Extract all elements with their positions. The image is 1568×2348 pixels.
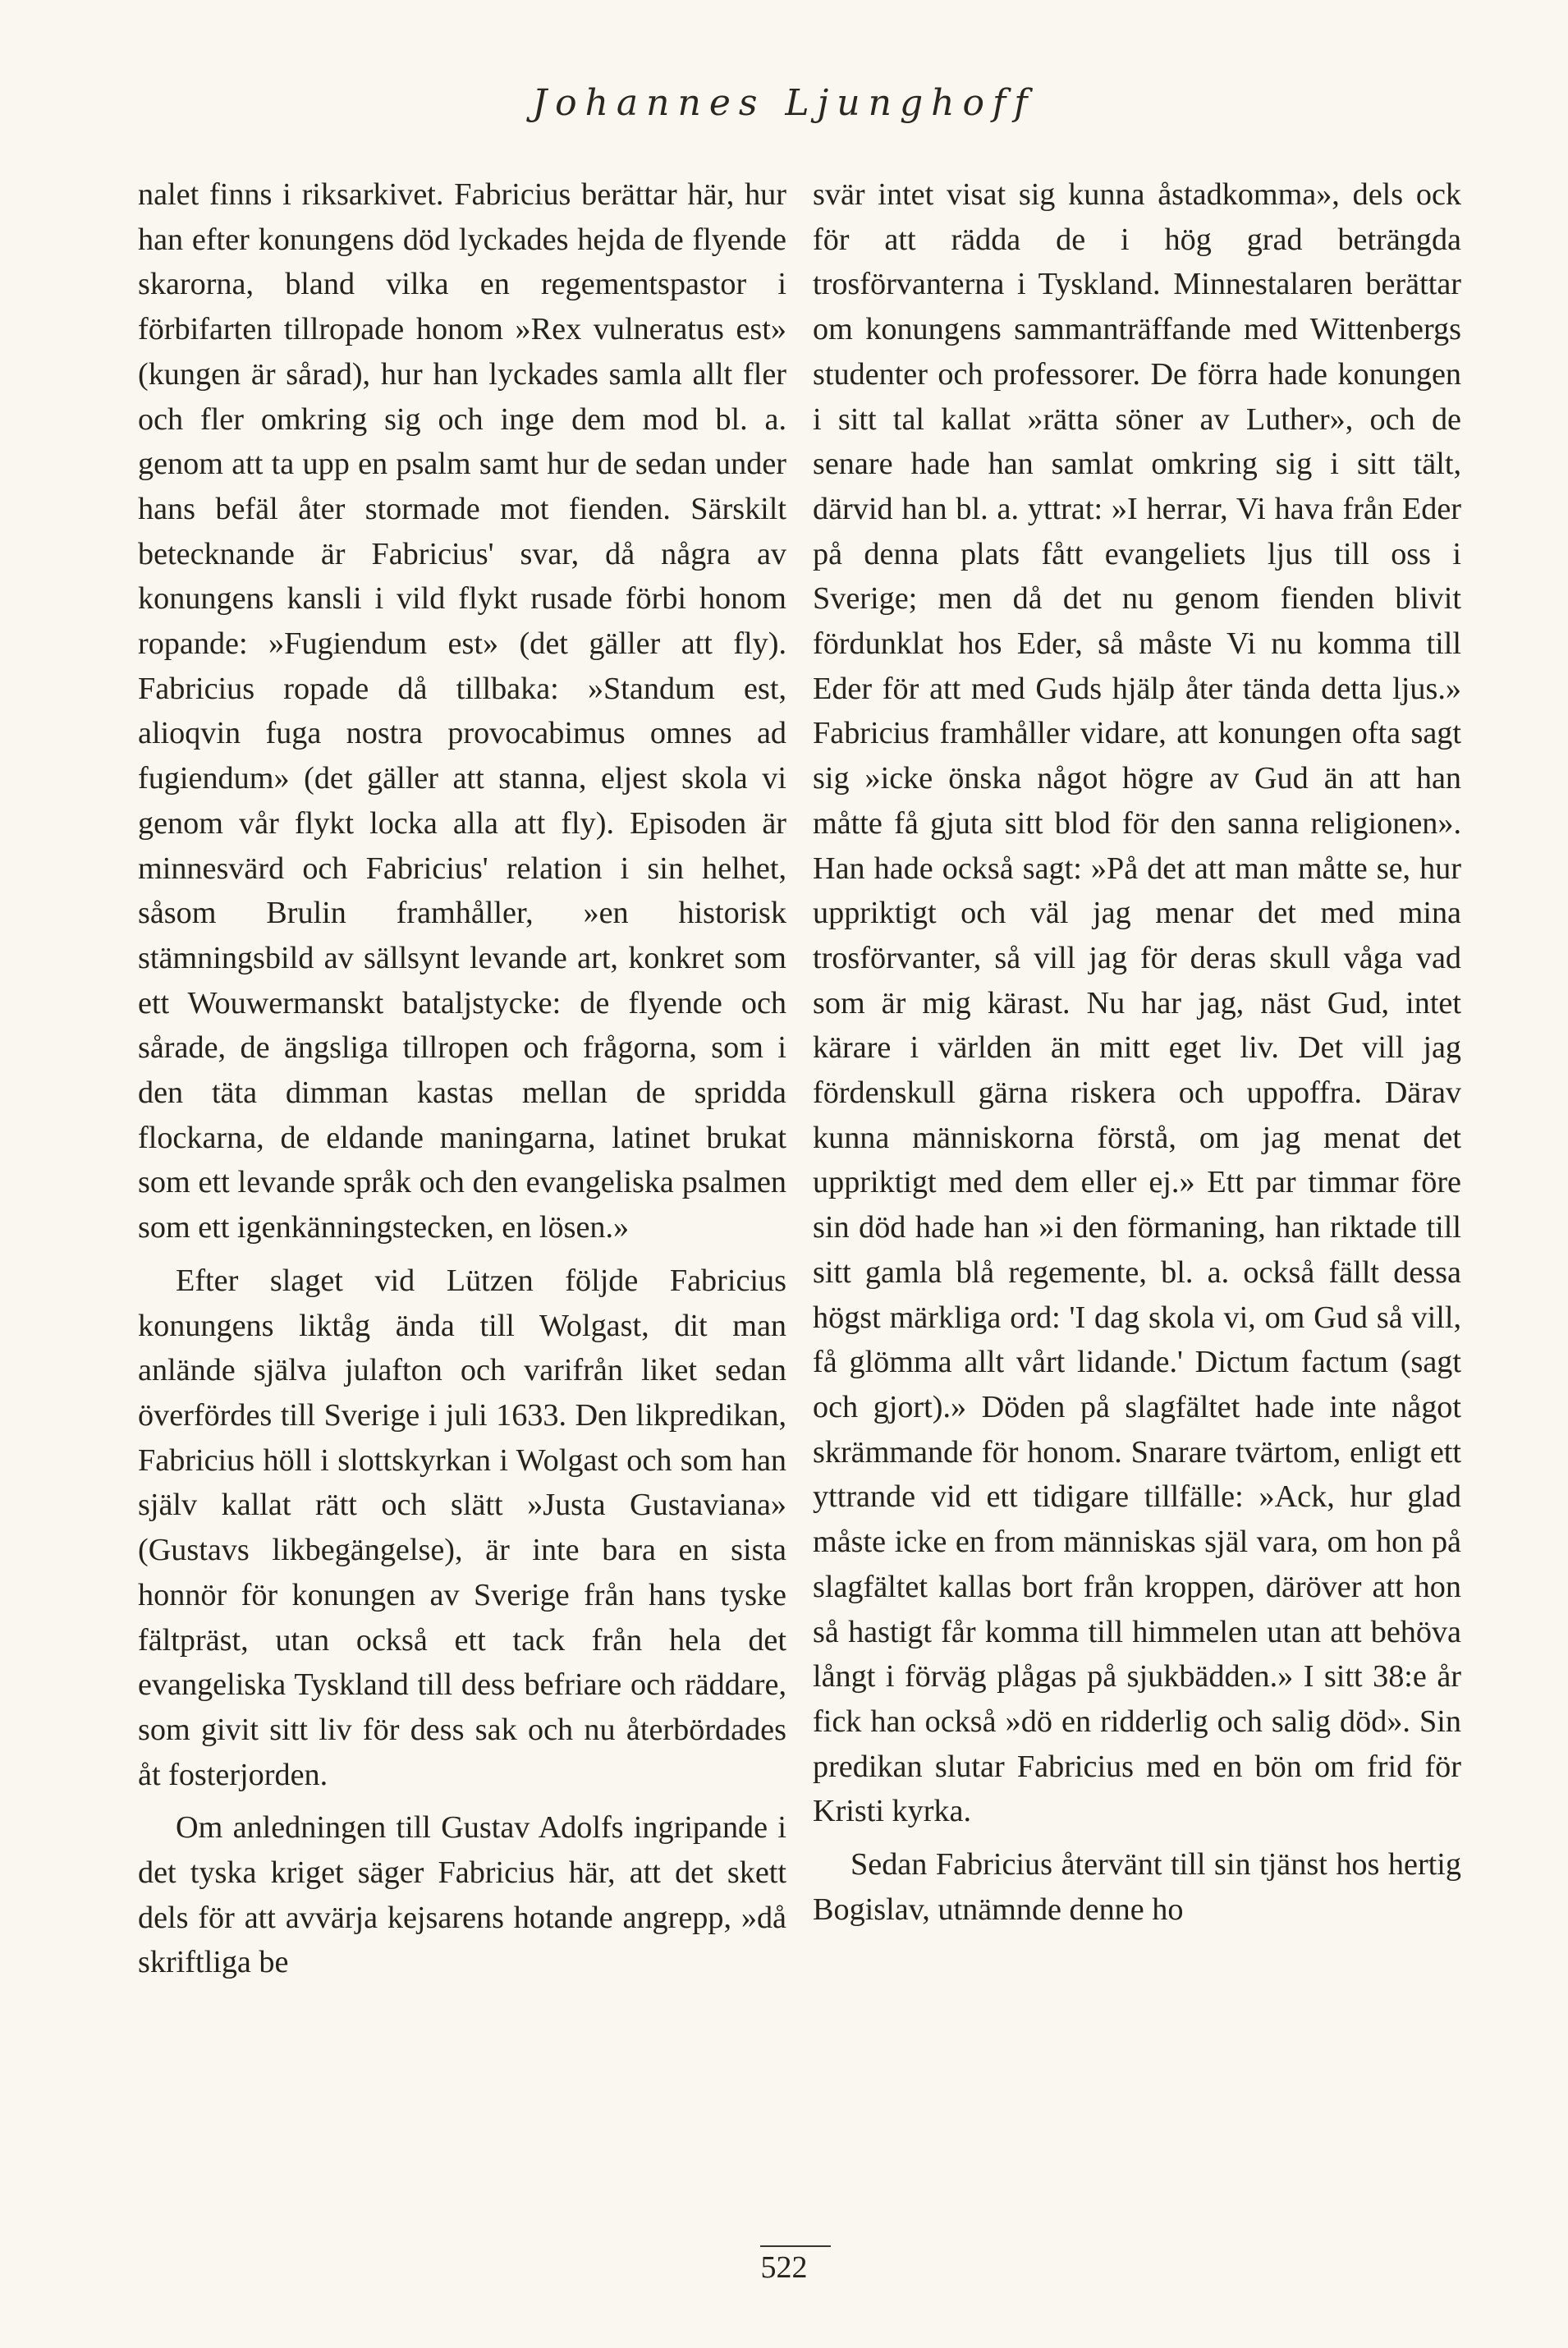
paragraph: nalet finns i riksarkivet. Fabricius berättar här, hur han efter konungens död lyckades hejda de flyende skarorna, bland vilka en regementspastor i förbifarten tillropade honom »Rex vulneratus est» (kungen är sårad), hur han lyckades samla allt fler och fler omkring sig och inge dem mod bl. a. genom att ta upp en psalm samt hur de sedan under hans befäl åter stormade mot fienden. Särskilt betecknande är Fabricius' svar, då några av konungens kansli i vild flykt rusade förbi honom ropande: »Fugiendum est» (det gäller att fly). Fabricius ropade då tillbaka: »Standum est, alioqvin fuga nostra provocabimus omnes ad fugiendum» (det gäller att stanna, eljest skola vi genom vår flykt locka alla att fly). Episoden är minnesvärd och Fabricius' relation i sin helhet, såsom Brulin framhåller, »en historisk stämningsbild av sällsynt levande art, konkret som ett Wouwermanskt bataljstycke: de flyende och sårade, de ängsliga tillropen och frågorna, som i den täta dimman kastas mellan de spridda flockarna, de eldande maningarna, latinet brukat som ett levande språk och den evangeliska psalmen som ett igenkänningstecken, en lösen.» [138,177,786,1245]
paragraph: svär intet visat sig kunna åstadkomma», dels ock för att rädda de i hög grad beträngda trosförvanterna i Tyskland. Minnestalaren berättar om konungens sammanträffande med Wittenbergs studenter och professorer. De förra hade konungen i sitt tal kallat »rätta söner av Luther», och de senare hade han samlat omkring sig i sitt tält, därvid han bl. a. yttrat: »I herrar, Vi hava från Eder på denna plats fått evangeliets ljus till oss i Sverige; men då det nu genom fienden blivit fördunklat hos Eder, så måste Vi nu komma till Eder för att med Guds hjälp åter tända detta ljus.» Fabricius framhåller vidare, att konungen ofta sagt sig »icke önska något högre av Gud än att han måtte få gjuta sitt blod för den sanna religionen». Han hade också sagt: »På det att man måtte se, hur uppriktigt och väl jag menar det med mina trosförvanter, så vill jag för deras skull våga vad som är mig kärast. Nu har jag, näst Gud, intet kärare i världen än mitt eget liv. Det vill jag fördenskull gärna riskera och uppoffra. Därav kunna människorna förstå, om jag menat det uppriktigt med dem eller ej.» Ett par timmar före sin död hade han »i den förmaning, han riktade till sitt gamla blå regemente, bl. a. också fällt dessa högst märkliga ord: 'I dag skola vi, om Gud så vill, få glömma allt vårt lidande.' Dictum factum (sagt och gjort).» Döden på slagfältet hade inte något skrämmande för honom. Snarare tvärtom, enligt ett yttrande vid ett tidigare tillfälle: »Ack, hur glad måste icke en from människas själ vara, om hon på slagfältet kallas bort från kroppen, däröver att hon så hastigt får komma till himmelen utan att behöva långt i förväg plågas på sjukbädden.» I sitt 38:e år fick han också »dö en ridderlig och salig död». Sin predikan slutar Fabricius med en bön om frid för Kristi kyrka. [813,177,1461,1829]
paragraph: Sedan Fabricius återvänt till sin tjänst hos hertig Bogislav, utnämnde denne ho [813,1847,1461,1927]
paragraph: Efter slaget vid Lützen följde Fabricius konungens liktåg ända till Wolgast, dit man anlände själva julafton och varifrån liket sedan överfördes till Sverige i juli 1633. Den likpredikan, Fabricius höll i slottskyrkan i Wolgast och som han själv kallat rätt och slätt »Justa Gustaviana» (Gustavs likbegängelse), är inte bara en sista honnör för konungen av Sverige från hans tyske fältpräst, utan också ett tack från hela det evangeliska Tyskland till dess befriare och räddare, som givit sitt liv för dess sak och nu återbördades åt fosterjorden. [138,1263,786,1792]
paragraph: Om anledningen till Gustav Adolfs ingripande i det tyska kriget säger Fabricius här, att det skett dels för att avvärja kejsarens hotande angrepp, »då skriftliga be [138,1810,786,1980]
left-column [138,172,786,1985]
right-column [813,172,1461,1932]
page-number: 522 [760,2250,808,2285]
folio-rule [760,2245,831,2247]
running-head: Johannes Ljunghoff [532,82,1036,124]
